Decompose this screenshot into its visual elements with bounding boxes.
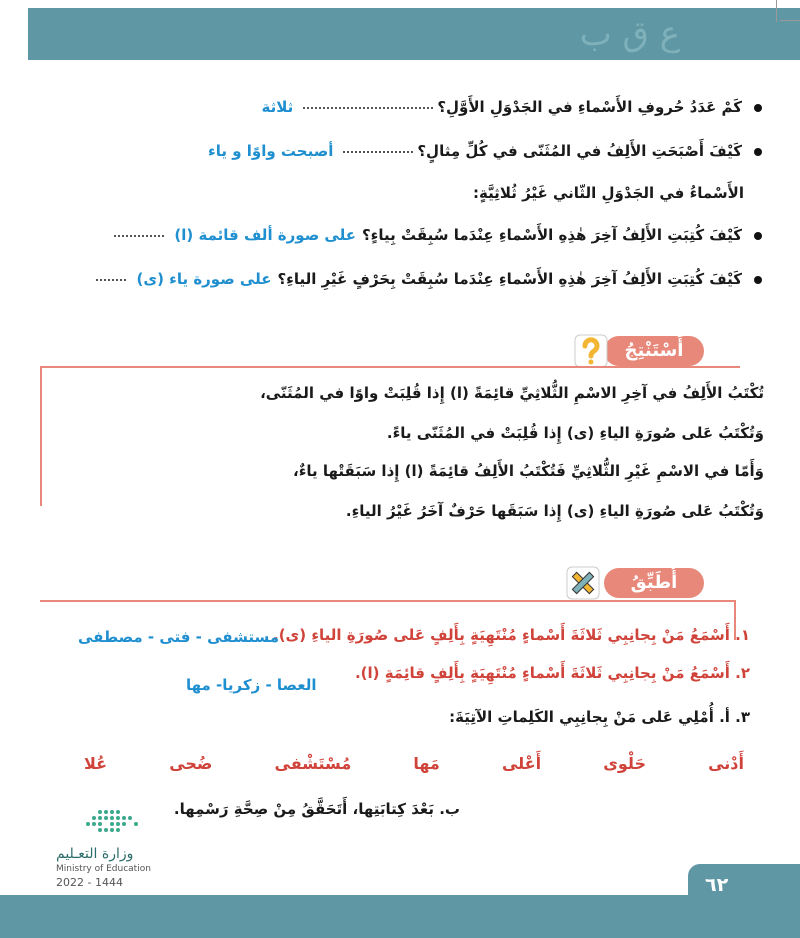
page-number: ٦٢ bbox=[705, 874, 729, 896]
section-title-conclude: أَسْتَنْتِجُ bbox=[604, 336, 704, 366]
crop-mark bbox=[780, 20, 800, 21]
answer-line bbox=[303, 107, 433, 109]
question-text: كَيْفَ كُتِبَتِ الأَلِفُ آخِرَ هٰذِهِ الأَسْماءِ عِنْدَما سُبِقَتْ بِياءٍ؟ bbox=[361, 226, 742, 244]
apply-item-3a: ٣. أ. أُمْلِي عَلى مَنْ بِجانِبِي الكَلِماتِ الآتِيَةَ: bbox=[449, 708, 750, 726]
question-mark-icon bbox=[574, 334, 608, 368]
dictation-word: أَدْنى bbox=[708, 754, 744, 773]
question-text: كَيْفَ كُتِبَتِ الأَلِفُ آخِرَ هٰذِهِ الأَسْماءِ عِنْدَما سُبِقَتْ بِحَرْفٍ غَيْرِ الياءِ؟ bbox=[277, 270, 742, 288]
dictation-word: مُسْتَشْفى bbox=[274, 754, 352, 773]
answer-line bbox=[96, 279, 126, 281]
section-title-apply: أُطَبِّقُ bbox=[604, 568, 704, 598]
question-row bbox=[20, 270, 762, 288]
bullet bbox=[754, 232, 762, 240]
question-row bbox=[20, 98, 762, 116]
section-border bbox=[40, 366, 42, 506]
dictation-word: أَعْلى bbox=[501, 754, 542, 773]
apply-item-3b: ب. بَعْدَ كِتابَتِها، أَتَحَقَّقُ مِنْ صِحَّةِ رَسْمِها. bbox=[173, 800, 460, 818]
pencil-ruler-icon bbox=[566, 566, 600, 600]
section-divider bbox=[40, 600, 736, 602]
dictation-words bbox=[84, 754, 744, 773]
dictation-word: مَها bbox=[413, 754, 440, 773]
conclude-line: تُكْتَبُ الأَلِفُ في آخِرِ الاسْمِ الثُّلاثِيِّ قائِمَةً (ا) إِذا قُلِبَتْ واوًا في المُثَنّى، bbox=[260, 384, 764, 402]
question-text: كَيْفَ أَصْبَحَتِ الأَلِفُ في المُثَنّى في كُلِّ مِثالٍ؟ bbox=[417, 142, 742, 160]
dictation-word: حَلْوى bbox=[603, 754, 646, 773]
answer-text: ثلاثة bbox=[261, 98, 294, 116]
calligraphy-decoration: ﻉ ﻕ ﺏ bbox=[579, 14, 680, 54]
subheading: الأَسْماءُ في الجَدْوَلِ الثّاني غَيْرُ ثُلاثِيَّةٍ: bbox=[472, 184, 744, 202]
crop-mark bbox=[776, 0, 777, 22]
apply-item-1 bbox=[273, 626, 750, 644]
answer-line bbox=[114, 235, 164, 237]
apply-item-text: ٢. أَسْمَعُ مَنْ بِجانِبِي ثَلاثَةَ أَسْماءٍ مُنْتَهِيَةٍ بِأَلِفٍ قائِمَةٍ (ا). bbox=[354, 664, 750, 682]
ministry-name-en: Ministry of Education bbox=[56, 864, 151, 874]
ministry-logo bbox=[56, 808, 151, 889]
question-row bbox=[20, 142, 762, 160]
dictation-word: عُلا bbox=[84, 754, 108, 773]
dictation-word: ضُحى bbox=[169, 754, 213, 773]
ministry-dots-icon bbox=[56, 808, 146, 838]
conclude-line: وَأَمّا في الاسْمِ غَيْرِ الثُّلاثِيِّ فَتُكْتَبُ الأَلِفُ قائِمَةً (ا) إِذا سَبَقَتْها ياءٌ، bbox=[293, 462, 764, 480]
apply-item-1-answer: مستشفى - فتى - مصطفى bbox=[78, 628, 280, 646]
question-text: كَمْ عَدَدُ حُروفِ الأَسْماءِ في الجَدْوَلِ الأَوَّلِ؟ bbox=[437, 98, 742, 116]
apply-item-2 bbox=[355, 664, 750, 682]
answer-text: على صورة ألف قائمة (ا) bbox=[174, 226, 356, 244]
answer-text: أصبحت واوًا و ياء bbox=[208, 142, 334, 160]
conclude-line: وَتُكْتَبُ عَلى صُورَةِ الياءِ (ى) إِذا قُلِبَتْ في المُثَنّى ياءً. bbox=[386, 424, 764, 442]
top-banner bbox=[28, 8, 800, 60]
conclude-line: وَتُكْتَبُ عَلى صُورَةِ الياءِ (ى) إِذا سَبَقَها حَرْفٌ آخَرُ غَيْرُ الياءِ. bbox=[345, 502, 764, 520]
question-row bbox=[20, 226, 762, 244]
bottom-banner bbox=[0, 895, 800, 938]
bullet bbox=[754, 276, 762, 284]
answer-line bbox=[343, 151, 413, 153]
bullet bbox=[754, 148, 762, 156]
section-divider bbox=[40, 366, 740, 368]
apply-item-text: ١. أَسْمَعُ مَنْ بِجانِبِي ثَلاثَةَ أَسْماءٍ مُنْتَهِيَةٍ بِأَلِفٍ عَلى صُورَةِ الياءِ (ى). bbox=[273, 626, 750, 644]
ministry-name-ar: وزارة التعـليم bbox=[56, 846, 134, 862]
apply-item-2-answer: العصا - زكريا- مها bbox=[186, 676, 317, 694]
answer-text: على صورة ياء (ى) bbox=[136, 270, 272, 288]
edition-year: 2022 - 1444 bbox=[56, 876, 123, 889]
bullet bbox=[754, 104, 762, 112]
